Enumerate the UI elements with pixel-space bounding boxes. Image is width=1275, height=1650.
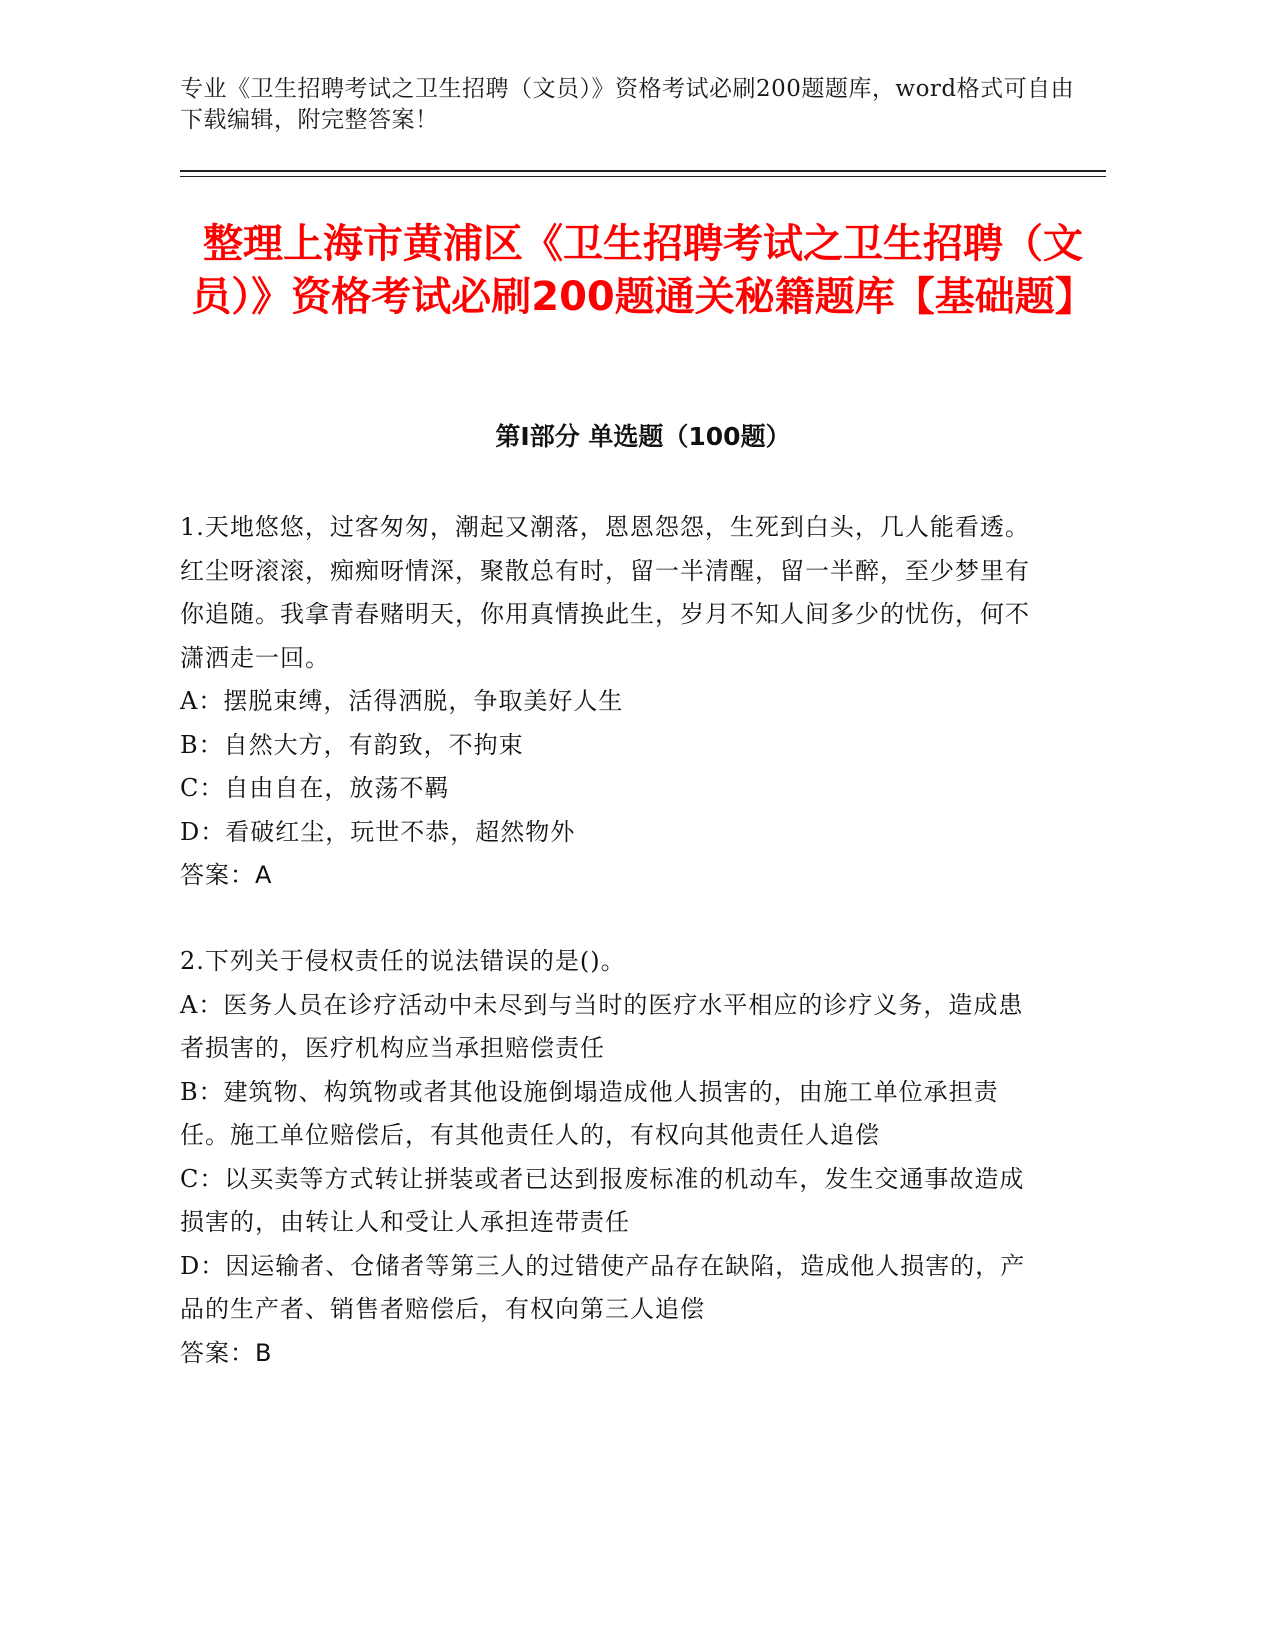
option-b: B：自然大方，有韵致，不拘束 xyxy=(180,730,524,759)
header-divider-thick xyxy=(180,170,1106,172)
option-d: D：因运输者、仓储者等第三人的过错使产品存在缺陷，造成他人损害的，产品的生产者、销售者赔偿后，有权向第三人追偿 xyxy=(180,1251,1026,1323)
question-stem: 1.天地悠悠，过客匆匆，潮起又潮落，恩恩怨怨，生死到白头，几人能看透。红尘呀滚滚，痴痴呀情深，聚散总有时，留一半清醒，留一半醉，至少梦里有你追随。我拿青春赌明天，你用真情换此生，岁月不知人间多少的忧伤，何不潇洒走一回。 xyxy=(180,513,1030,672)
question-1 xyxy=(180,506,1040,898)
header-note: 专业《卫生招聘考试之卫生招聘（文员）》资格考试必刷200题题库，word格式可自由下载编辑，附完整答案！ xyxy=(180,76,1075,133)
answer: 答案：A xyxy=(180,861,273,889)
option-c: C：自由自在，放荡不羁 xyxy=(180,774,450,802)
option-c: C：以买卖等方式转让拼装或者已达到报废标准的机动车，发生交通事故造成损害的，由转让人和受让人承担连带责任 xyxy=(180,1164,1025,1236)
answer: 答案：B xyxy=(180,1338,273,1367)
section-heading: 第I部分 单选题（100题） xyxy=(495,422,791,451)
document-title: 整理上海市黄浦区《卫生招聘考试之卫生招聘（文员）》资格考试必刷200题通关秘籍题库【基础题】 xyxy=(191,221,1095,320)
question-2 xyxy=(180,940,1040,1375)
option-d: D：看破红尘，玩世不恭，超然物外 xyxy=(180,817,576,846)
question-stem: 2.下列关于侵权责任的说法错误的是()。 xyxy=(180,947,626,975)
header-divider-thin xyxy=(180,176,1106,177)
option-a: A：医务人员在诊疗活动中未尽到与当时的医疗水平相应的诊疗义务，造成患者损害的，医疗机构应当承担赔偿责任 xyxy=(180,990,1024,1062)
option-b: B：建筑物、构筑物或者其他设施倒塌造成他人损害的，由施工单位承担责任。施工单位赔偿后，有其他责任人的，有权向其他责任人追偿 xyxy=(180,1077,999,1149)
option-a: A：摆脱束缚，活得洒脱，争取美好人生 xyxy=(180,687,624,715)
